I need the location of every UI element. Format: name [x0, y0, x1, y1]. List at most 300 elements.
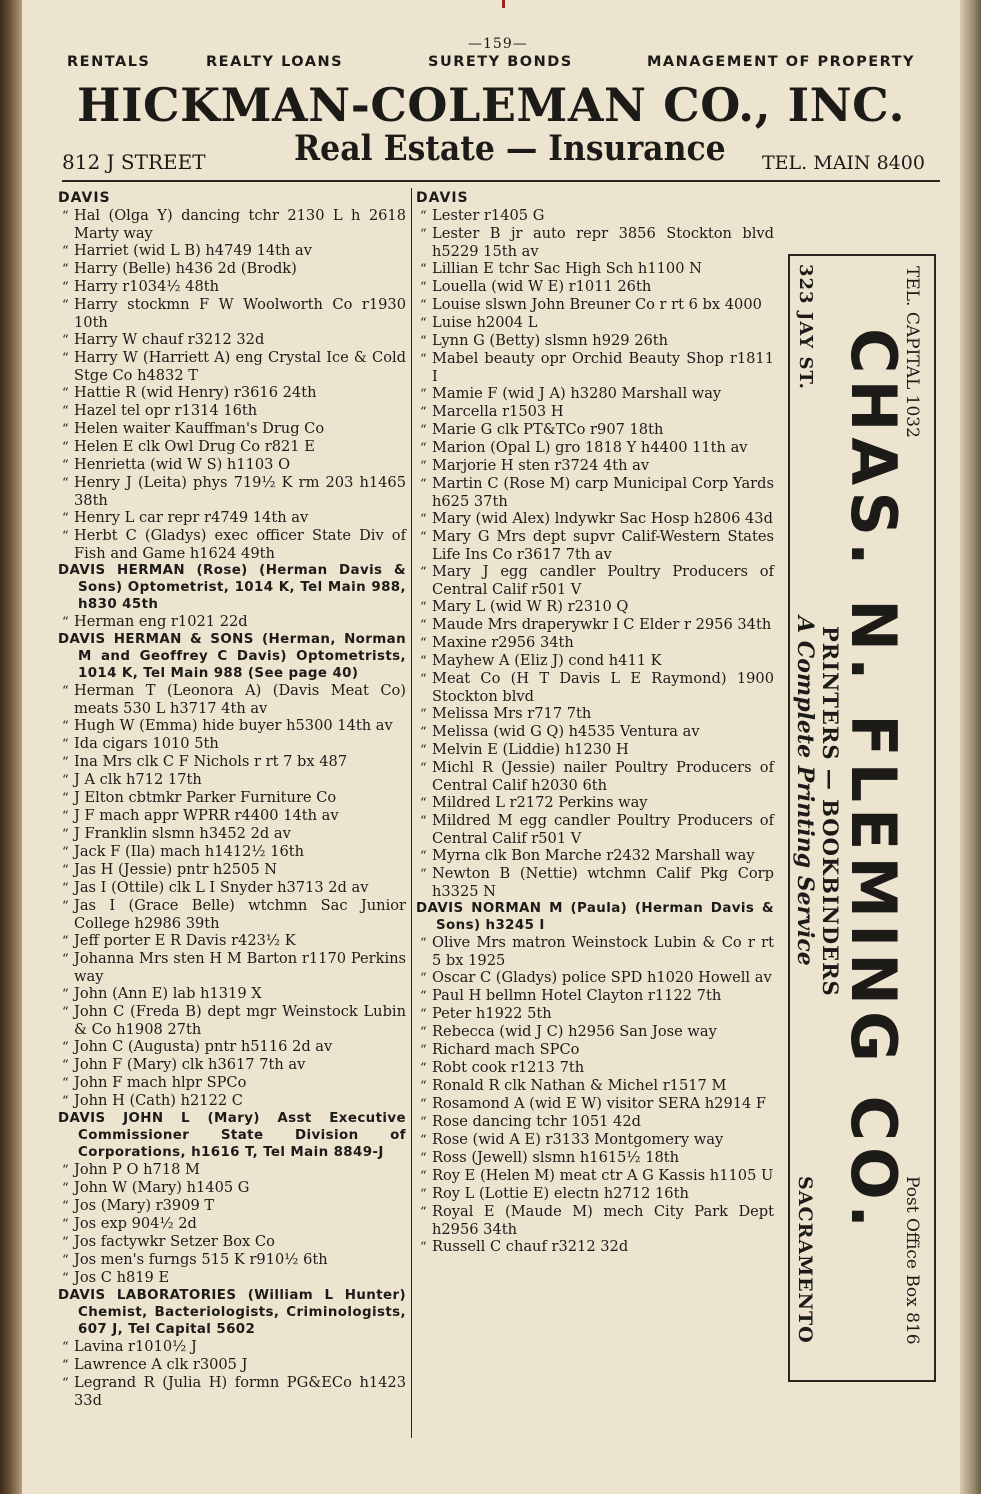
- ditto-mark: “: [420, 1079, 427, 1094]
- directory-entry: [58, 753, 406, 771]
- entry-text: Legrand R (Julia H) formn PG&ECo h1423 33d: [74, 1374, 406, 1409]
- directory-entry: [58, 1092, 406, 1110]
- entry-text: John H (Cath) h2122 C: [74, 1092, 243, 1109]
- directory-entry: [416, 1238, 774, 1256]
- directory-entry: [58, 420, 406, 438]
- entry-text: Ida cigars 1010 5th: [74, 735, 219, 752]
- ditto-mark: “: [62, 1076, 69, 1091]
- directory-entry: [58, 1161, 406, 1179]
- directory-entry: [58, 1056, 406, 1074]
- entry-text: Jas H (Jessie) pntr h2505 N: [74, 861, 278, 878]
- directory-entry: [416, 1023, 774, 1041]
- ditto-mark: “: [62, 934, 69, 949]
- header-surety-bonds: SURETY BONDS: [428, 54, 573, 70]
- ditto-mark: “: [420, 989, 427, 1004]
- ditto-mark: “: [62, 511, 69, 526]
- ditto-mark: “: [420, 209, 427, 224]
- ditto-mark: “: [420, 796, 427, 811]
- listing-column-left: [58, 190, 406, 1409]
- ditto-mark: “: [62, 863, 69, 878]
- entry-list: [58, 207, 406, 1409]
- bold-entry: [58, 562, 406, 613]
- column-heading: DAVIS: [416, 190, 469, 206]
- ditto-mark: “: [62, 280, 69, 295]
- ditto-mark: “: [62, 262, 69, 277]
- ditto-mark: “: [62, 1271, 69, 1286]
- entry-text: Jas I (Grace Belle) wtchmn Sac Junior College h2986 39th: [74, 897, 406, 932]
- entry-text: Jos factywkr Setzer Box Co: [74, 1233, 275, 1250]
- entry-text: Mary L (wid W R) r2310 Q: [432, 598, 629, 615]
- ditto-mark: “: [420, 1025, 427, 1040]
- page-edge-shadow: [960, 0, 981, 1494]
- directory-entry: [416, 616, 774, 634]
- directory-entry: [58, 1269, 406, 1287]
- directory-entry: [416, 350, 774, 385]
- entry-text: J F mach appr WPRR r4400 14th av: [74, 807, 339, 824]
- ditto-mark: “: [420, 423, 427, 438]
- ditto-mark: “: [420, 316, 427, 331]
- ditto-mark: “: [62, 1340, 69, 1355]
- ditto-mark: “: [420, 1061, 427, 1076]
- ad-po-box: Post Office Box 816: [902, 1176, 922, 1345]
- directory-entry: [416, 510, 774, 528]
- directory-entry: [416, 987, 774, 1005]
- directory-entry: [58, 825, 406, 843]
- directory-entry: [416, 1095, 774, 1113]
- directory-entry: [416, 759, 774, 794]
- directory-entry: [416, 314, 774, 332]
- directory-entry: [416, 207, 774, 225]
- entry-text: Jeff porter E R Davis r423½ K: [74, 932, 296, 949]
- directory-entry: [416, 847, 774, 865]
- entry-text: Jos (Mary) r3909 T: [74, 1197, 215, 1214]
- directory-entry: [58, 932, 406, 950]
- directory-entry: [416, 225, 774, 260]
- directory-entry: [416, 278, 774, 296]
- entry-text: Mary J egg candler Poultry Producers of Central Calif r501 V: [432, 563, 774, 598]
- ditto-mark: “: [62, 845, 69, 860]
- ditto-mark: “: [420, 672, 427, 687]
- directory-entry: [58, 207, 406, 242]
- company-tagline: Real Estate — Insurance: [294, 128, 726, 169]
- ditto-mark: “: [420, 1043, 427, 1058]
- directory-entry: [58, 1074, 406, 1092]
- directory-entry: [58, 260, 406, 278]
- ditto-mark: “: [420, 387, 427, 402]
- directory-entry: [416, 723, 774, 741]
- ad-address: 323 JAY ST.: [795, 264, 816, 390]
- entry-text: DAVIS HERMAN (Rose) (Herman Davis & Sons) Optometrist, 1014 K, Tel Main 988, h830 45th: [58, 563, 406, 612]
- directory-entry: [416, 794, 774, 812]
- ditto-mark: “: [62, 773, 69, 788]
- ditto-mark: “: [420, 636, 427, 651]
- entry-text: Luise h2004 L: [432, 314, 538, 331]
- ditto-mark: “: [420, 761, 427, 776]
- entry-text: Marion (Opal L) gro 1818 Y h4400 11th av: [432, 439, 748, 456]
- entry-text: Richard mach SPCo: [432, 1041, 580, 1058]
- entry-text: Jos exp 904½ 2d: [74, 1215, 197, 1232]
- entry-text: DAVIS HERMAN & SONS (Herman, Norman M and Geoffrey C Davis) Optometrists, 1014 K, Tel Main 988 (See page 40): [58, 632, 406, 681]
- directory-entry: [58, 1215, 406, 1233]
- ditto-mark: “: [62, 1094, 69, 1109]
- directory-entry: [58, 1038, 406, 1056]
- ditto-mark: “: [420, 936, 427, 951]
- directory-entry: [58, 242, 406, 260]
- entry-text: Herman T (Leonora A) (Davis Meat Co) meats 530 L h3717 4th av: [74, 682, 406, 717]
- ditto-mark: “: [62, 1358, 69, 1373]
- ditto-mark: “: [62, 1376, 69, 1391]
- company-tel: TEL. MAIN 8400: [762, 152, 925, 174]
- directory-entry: [58, 861, 406, 879]
- ditto-mark: “: [420, 280, 427, 295]
- entry-text: Michl R (Jessie) nailer Poultry Producers of Central Calif h2030 6th: [432, 759, 774, 794]
- entry-text: Johanna Mrs sten H M Barton r1170 Perkins way: [74, 950, 406, 985]
- ditto-mark: “: [420, 1115, 427, 1130]
- entry-text: Harry W chauf r3212 32d: [74, 331, 265, 348]
- entry-text: Martin C (Rose M) carp Municipal Corp Yards h625 37th: [432, 475, 774, 510]
- entry-text: Lester B jr auto repr 3856 Stockton blvd h5229 15th av: [432, 225, 774, 260]
- ditto-mark: “: [62, 1181, 69, 1196]
- directory-entry: [58, 1374, 406, 1409]
- entry-text: Henry L car repr r4749 14th av: [74, 509, 309, 526]
- directory-entry: [416, 1113, 774, 1131]
- entry-text: John P O h718 M: [74, 1161, 200, 1178]
- ditto-mark: “: [420, 814, 427, 829]
- directory-entry: [58, 438, 406, 456]
- directory-entry: [58, 682, 406, 717]
- entry-text: Mildred L r2172 Perkins way: [432, 794, 648, 811]
- ditto-mark: “: [420, 530, 427, 545]
- entry-text: Jos C h819 E: [74, 1269, 170, 1286]
- column-divider: [411, 188, 412, 1438]
- directory-entry: [58, 950, 406, 985]
- ditto-mark: “: [62, 615, 69, 630]
- entry-text: Robt cook r1213 7th: [432, 1059, 585, 1076]
- bold-entry: [416, 900, 774, 934]
- directory-entry: [58, 527, 406, 562]
- entry-text: DAVIS LABORATORIES (William L Hunter) Chemist, Bacteriologists, Criminologists, 607 J, Tel Capital 5602: [58, 1288, 406, 1337]
- entry-text: Ross (Jewell) slsmn h1615½ 18th: [432, 1149, 680, 1166]
- directory-entry: [416, 634, 774, 652]
- ditto-mark: “: [62, 899, 69, 914]
- directory-entry: [416, 296, 774, 314]
- ditto-mark: “: [420, 1240, 427, 1255]
- entry-text: Peter h1922 5th: [432, 1005, 552, 1022]
- entry-text: DAVIS NORMAN M (Paula) (Herman Davis & Sons) h3245 I: [416, 901, 774, 933]
- directory-entry: [58, 985, 406, 1003]
- bold-entry: [58, 1110, 406, 1161]
- directory-entry: [416, 332, 774, 350]
- entry-text: J A clk h712 17th: [74, 771, 202, 788]
- ditto-mark: “: [420, 441, 427, 456]
- ditto-mark: “: [62, 791, 69, 806]
- entry-text: Meat Co (H T Davis L E Raymond) 1900 Stockton blvd: [432, 670, 774, 705]
- directory-entry: [58, 349, 406, 384]
- entry-text: John W (Mary) h1405 G: [74, 1179, 250, 1196]
- entry-text: Olive Mrs matron Weinstock Lubin & Co r rt 5 bx 1925: [432, 934, 774, 969]
- directory-entry: [58, 1338, 406, 1356]
- directory-entry: [416, 705, 774, 723]
- ditto-mark: “: [420, 1151, 427, 1166]
- directory-entry: [58, 456, 406, 474]
- directory-entry: [416, 457, 774, 475]
- entry-text: Mary G Mrs dept supvr Calif-Western States Life Ins Co r3617 7th av: [432, 528, 774, 563]
- entry-text: Lawrence A clk r3005 J: [74, 1356, 248, 1373]
- entry-text: DAVIS JOHN L (Mary) Asst Executive Commissioner State Division of Corporations, h1616 T, Tel Main 8849-J: [58, 1111, 406, 1160]
- ditto-mark: “: [420, 227, 427, 242]
- ditto-mark: “: [420, 298, 427, 313]
- ditto-mark: “: [420, 867, 427, 882]
- ditto-mark: “: [62, 404, 69, 419]
- entry-text: Paul H bellmn Hotel Clayton r1122 7th: [432, 987, 722, 1004]
- entry-text: John (Ann E) lab h1319 X: [74, 985, 262, 1002]
- book-spine-shadow: [0, 0, 22, 1494]
- ditto-mark: “: [420, 512, 427, 527]
- entry-text: Rosamond A (wid E W) visitor SERA h2914 F: [432, 1095, 767, 1112]
- header-rentals: RENTALS: [67, 54, 151, 70]
- ditto-mark: “: [62, 476, 69, 491]
- directory-entry: [416, 385, 774, 403]
- ditto-mark: “: [62, 1217, 69, 1232]
- directory-entry: [416, 670, 774, 705]
- entry-text: Myrna clk Bon Marche r2432 Marshall way: [432, 847, 755, 864]
- entry-text: Royal E (Maude M) mech City Park Dept h2956 34th: [432, 1203, 774, 1238]
- entry-text: J Franklin slsmn h3452 2d av: [74, 825, 291, 842]
- directory-entry: [58, 771, 406, 789]
- entry-text: Lynn G (Betty) slsmn h929 26th: [432, 332, 669, 349]
- directory-entry: [58, 1251, 406, 1269]
- ditto-mark: “: [420, 334, 427, 349]
- ditto-mark: “: [420, 1007, 427, 1022]
- ditto-mark: “: [62, 1163, 69, 1178]
- directory-entry: [58, 717, 406, 735]
- ditto-mark: “: [420, 654, 427, 669]
- directory-entry: [58, 1233, 406, 1251]
- directory-entry: [416, 1041, 774, 1059]
- bold-entry: [58, 631, 406, 682]
- directory-entry: [58, 789, 406, 807]
- ditto-mark: “: [62, 422, 69, 437]
- entry-text: Harry (Belle) h436 2d (Brodk): [74, 260, 297, 277]
- entry-text: Harriet (wid L B) h4749 14th av: [74, 242, 313, 259]
- entry-text: Hazel tel opr r1314 16th: [74, 402, 258, 419]
- entry-text: Helen E clk Owl Drug Co r821 E: [74, 438, 315, 455]
- entry-text: Maxine r2956 34th: [432, 634, 574, 651]
- entry-text: Mayhew A (Eliz J) cond h411 K: [432, 652, 662, 669]
- entry-text: J Elton cbtmkr Parker Furniture Co: [74, 789, 337, 806]
- entry-text: Harry r1034½ 48th: [74, 278, 219, 295]
- ditto-mark: “: [420, 405, 427, 420]
- directory-entry: [416, 812, 774, 847]
- ad-city: SACRAMENTO: [794, 1176, 816, 1344]
- directory-entry: [416, 1167, 774, 1185]
- directory-entry: [58, 1003, 406, 1038]
- ditto-mark: “: [62, 1058, 69, 1073]
- directory-entry: [416, 528, 774, 563]
- entry-text: Harry W (Harriett A) eng Crystal Ice & Cold Stge Co h4832 T: [74, 349, 406, 384]
- ditto-mark: “: [62, 386, 69, 401]
- directory-entry: [58, 296, 406, 331]
- ditto-mark: “: [62, 458, 69, 473]
- bold-entry: [58, 1287, 406, 1338]
- directory-entry: [416, 934, 774, 969]
- entry-text: Roy L (Lottie E) electn h2712 16th: [432, 1185, 689, 1202]
- directory-entry: [416, 403, 774, 421]
- ditto-mark: “: [62, 952, 69, 967]
- entry-text: John F (Mary) clk h3617 7th av: [74, 1056, 306, 1073]
- ditto-mark: “: [420, 459, 427, 474]
- directory-entry: [416, 1131, 774, 1149]
- directory-entry: [416, 969, 774, 987]
- entry-text: Mary (wid Alex) lndywkr Sac Hosp h2806 43d: [432, 510, 773, 527]
- ditto-mark: “: [62, 351, 69, 366]
- company-street: 812 J STREET: [62, 150, 206, 174]
- ditto-mark: “: [420, 707, 427, 722]
- entry-text: Mabel beauty opr Orchid Beauty Shop r1811 I: [432, 350, 774, 385]
- ditto-mark: “: [420, 1133, 427, 1148]
- entry-text: Hugh W (Emma) hide buyer h5300 14th av: [74, 717, 393, 734]
- entry-text: Jos men's furngs 515 K r910½ 6th: [74, 1251, 328, 1268]
- ditto-mark: “: [420, 477, 427, 492]
- directory-entry: [416, 598, 774, 616]
- ditto-mark: “: [420, 743, 427, 758]
- listing-column-right: [416, 190, 774, 1256]
- column-heading: DAVIS: [58, 190, 111, 206]
- entry-text: Marcella r1503 H: [432, 403, 564, 420]
- ditto-mark: “: [62, 209, 69, 224]
- entry-text: Hattie R (wid Henry) r3616 24th: [74, 384, 317, 401]
- ditto-mark: “: [62, 1005, 69, 1020]
- red-mark: [502, 0, 505, 8]
- entry-text: Mamie F (wid J A) h3280 Marshall way: [432, 385, 722, 402]
- directory-entry: [58, 879, 406, 897]
- ad-company-name: CHAS. N. FLEMING CO.: [837, 328, 910, 1234]
- directory-entry: [58, 331, 406, 349]
- ditto-mark: “: [62, 529, 69, 544]
- entry-text: Roy E (Helen M) meat ctr A G Kassis h1105 U: [432, 1167, 774, 1184]
- directory-entry: [58, 402, 406, 420]
- header-realty-loans: REALTY LOANS: [206, 54, 344, 70]
- ditto-mark: “: [62, 809, 69, 824]
- directory-entry: [58, 509, 406, 527]
- ditto-mark: “: [62, 298, 69, 313]
- entry-text: Lester r1405 G: [432, 207, 545, 224]
- ditto-mark: “: [420, 262, 427, 277]
- entry-text: Marjorie H sten r3724 4th av: [432, 457, 650, 474]
- directory-entry: [58, 613, 406, 631]
- entry-text: Helen waiter Kauffman's Drug Co: [74, 420, 325, 437]
- ditto-mark: “: [62, 244, 69, 259]
- directory-entry: [416, 1077, 774, 1095]
- ditto-mark: “: [420, 1187, 427, 1202]
- ditto-mark: “: [62, 1253, 69, 1268]
- ditto-mark: “: [62, 987, 69, 1002]
- entry-text: Rebecca (wid J C) h2956 San Jose way: [432, 1023, 717, 1040]
- directory-entry: [58, 807, 406, 825]
- directory-entry: [416, 1005, 774, 1023]
- ditto-mark: “: [62, 440, 69, 455]
- entry-text: Herbt C (Gladys) exec officer State Div of Fish and Game h1624 49th: [74, 527, 406, 562]
- entry-text: Louise slswn John Breuner Co r rt 6 bx 4000: [432, 296, 762, 313]
- ditto-mark: “: [420, 618, 427, 633]
- ditto-mark: “: [420, 971, 427, 986]
- directory-entry: [58, 897, 406, 932]
- directory-entry: [58, 1179, 406, 1197]
- ad-telephone: TEL. CAPITAL 1032: [902, 266, 922, 438]
- entry-text: Harry stockmn F W Woolworth Co r1930 10th: [74, 296, 406, 331]
- directory-entry: [58, 384, 406, 402]
- ditto-mark: “: [420, 1097, 427, 1112]
- entry-list: [416, 207, 774, 1256]
- directory-entry: [416, 865, 774, 900]
- ditto-mark: “: [62, 881, 69, 896]
- header-management: MANAGEMENT OF PROPERTY: [647, 54, 916, 70]
- page-number: —159—: [468, 36, 528, 52]
- entry-text: Henry J (Leita) phys 719½ K rm 203 h1465 38th: [74, 474, 406, 509]
- ditto-mark: “: [62, 719, 69, 734]
- directory-entry: [416, 439, 774, 457]
- directory-entry: [58, 474, 406, 509]
- entry-text: Melvin E (Liddie) h1230 H: [432, 741, 629, 758]
- ditto-mark: “: [62, 684, 69, 699]
- entry-text: Herman eng r1021 22d: [74, 613, 248, 630]
- directory-entry: [58, 1356, 406, 1374]
- entry-text: Maude Mrs draperywkr I C Elder r 2956 34th: [432, 616, 772, 633]
- ditto-mark: “: [62, 827, 69, 842]
- entry-text: Melissa Mrs r717 7th: [432, 705, 592, 722]
- entry-text: Rose (wid A E) r3133 Montgomery way: [432, 1131, 724, 1148]
- directory-entry: [416, 1203, 774, 1238]
- ditto-mark: “: [62, 737, 69, 752]
- directory-entry: [416, 652, 774, 670]
- header-rule: [62, 180, 940, 182]
- entry-text: Melissa (wid G Q) h4535 Ventura av: [432, 723, 700, 740]
- ditto-mark: “: [62, 1040, 69, 1055]
- directory-entry: [58, 1197, 406, 1215]
- entry-text: John F mach hlpr SPCo: [74, 1074, 247, 1091]
- ditto-mark: “: [420, 849, 427, 864]
- ditto-mark: “: [420, 1205, 427, 1220]
- company-name: HICKMAN-COLEMAN CO., INC.: [77, 78, 905, 132]
- entry-text: Lavina r1010½ J: [74, 1338, 197, 1355]
- entry-text: Rose dancing tchr 1051 42d: [432, 1113, 641, 1130]
- entry-text: Ina Mrs clk C F Nichols r rt 7 bx 487: [74, 753, 348, 770]
- entry-text: Mildred M egg candler Poultry Producers of Central Calif r501 V: [432, 812, 774, 847]
- ditto-mark: “: [420, 352, 427, 367]
- directory-entry: [416, 1059, 774, 1077]
- ditto-mark: “: [62, 333, 69, 348]
- ditto-mark: “: [62, 1199, 69, 1214]
- entry-text: Oscar C (Gladys) police SPD h1020 Howell av: [432, 969, 772, 986]
- entry-text: John C (Freda B) dept mgr Weinstock Lubin & Co h1908 27th: [74, 1003, 406, 1038]
- entry-text: Lillian E tchr Sac High Sch h1100 N: [432, 260, 702, 277]
- entry-text: Henrietta (wid W S) h1103 O: [74, 456, 291, 473]
- directory-entry: [416, 1185, 774, 1203]
- ad-service: A Complete Printing Service: [792, 616, 818, 966]
- ad-printers: PRINTERS — BOOKBINDERS: [818, 626, 843, 997]
- directory-page: [22, 0, 960, 1494]
- fleming-advertisement: [788, 254, 936, 1382]
- ditto-mark: “: [62, 1235, 69, 1250]
- directory-entry: [416, 741, 774, 759]
- entry-text: Marie G clk PT&TCo r907 18th: [432, 421, 664, 438]
- entry-text: Ronald R clk Nathan & Michel r1517 M: [432, 1077, 727, 1094]
- directory-entry: [58, 278, 406, 296]
- ditto-mark: “: [420, 725, 427, 740]
- entry-text: Jack F (Ila) mach h1412½ 16th: [74, 843, 305, 860]
- directory-entry: [416, 421, 774, 439]
- entry-text: Louella (wid W E) r1011 26th: [432, 278, 652, 295]
